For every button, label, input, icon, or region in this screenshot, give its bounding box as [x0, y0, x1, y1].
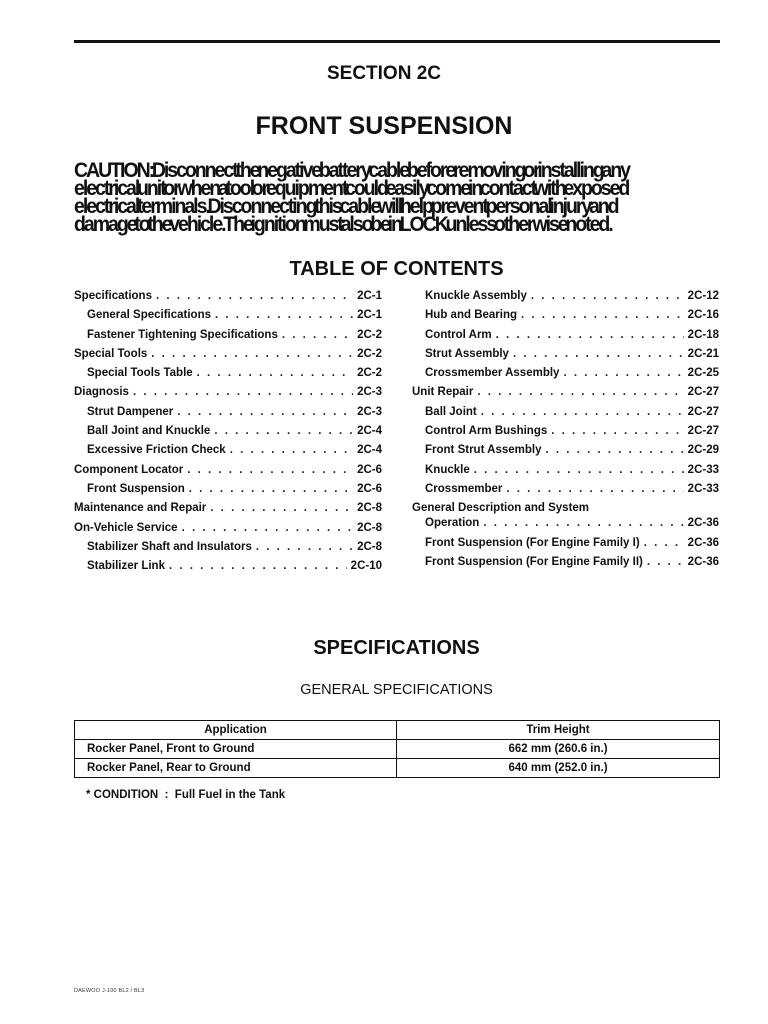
toc-entry-page: 2C-36 — [687, 536, 719, 549]
toc-entry — [412, 406, 719, 425]
toc-entry — [412, 386, 719, 405]
toc-entry — [412, 537, 719, 556]
toc-entry-label: Special Tools — [74, 347, 148, 360]
toc-entry-label: Crossmember Assembly — [425, 367, 560, 380]
toc-entry-label: Excessive Friction Check — [87, 444, 226, 457]
toc-entry — [74, 522, 382, 541]
toc-entry-page: 2C-27 — [687, 386, 719, 399]
toc-entry-page: 2C-3 — [357, 386, 382, 399]
condition-note: * CONDITION : Full Fuel in the Tank — [86, 789, 286, 801]
toc-entry-page: 2C-33 — [687, 482, 719, 495]
toc-entry-page: 2C-8 — [357, 521, 382, 534]
toc-entry — [412, 290, 719, 309]
toc-entry-page: 2C-2 — [357, 367, 382, 380]
toc-entry — [74, 348, 382, 367]
table-cell: Rocker Panel, Rear to Ground — [75, 759, 397, 778]
toc-entry-page: 2C-1 — [357, 290, 382, 302]
toc-entry-page: 2C-8 — [357, 540, 382, 553]
toc-leader-dots — [496, 329, 684, 341]
table-row — [75, 759, 720, 778]
toc-leader-dots — [531, 290, 684, 302]
toc-entry-label: Stabilizer Shaft and Insulators — [87, 540, 252, 553]
toc-entry-page: 2C-18 — [687, 328, 719, 341]
toc-leader-dots — [156, 290, 353, 302]
toc-entry-page: 2C-16 — [687, 309, 719, 322]
toc-entry-label: Crossmember — [425, 482, 503, 495]
footer-code: DAEWOO J-100 BL2 / BL3 — [74, 988, 145, 994]
toc-leader-dots — [282, 329, 353, 341]
toc-leader-dots — [197, 367, 353, 379]
toc-entry — [412, 556, 719, 575]
toc-right-column — [412, 290, 719, 575]
toc-entry-page: 2C-33 — [687, 463, 719, 476]
toc-leader-dots — [189, 483, 353, 495]
toc-entry-page: 2C-3 — [357, 405, 382, 418]
toc-entry — [412, 502, 719, 517]
toc-entry-label: Front Strut Assembly — [425, 444, 542, 457]
toc-leader-dots — [169, 560, 347, 572]
table-header-row — [75, 721, 720, 740]
toc-leader-dots — [256, 541, 353, 553]
toc-entry-page: 2C-8 — [357, 502, 382, 515]
toc-entry-label: Knuckle Assembly — [425, 290, 527, 302]
specifications-heading: SPECIFICATIONS — [313, 637, 480, 659]
toc-leader-dots — [230, 444, 353, 456]
toc-leader-dots — [215, 309, 353, 321]
toc-entry-label: Component Locator — [74, 463, 184, 476]
toc-entry-label: General Specifications — [87, 309, 211, 322]
toc-entry-label: Ball Joint and Knuckle — [87, 425, 211, 438]
toc-title: TABLE OF CONTENTS — [289, 258, 504, 280]
page-title: FRONT SUSPENSION — [255, 112, 513, 140]
toc-entry — [412, 425, 719, 444]
toc-entry-page: 2C-1 — [357, 309, 382, 322]
toc-entry-page: 2C-27 — [687, 425, 719, 438]
toc-entry — [74, 386, 382, 405]
toc-entry-label: Maintenance and Repair — [74, 502, 207, 515]
toc-entry-label: Fastener Tightening Specifications — [87, 328, 278, 341]
toc-leader-dots — [546, 444, 684, 456]
toc-entry — [412, 367, 719, 386]
toc-leader-dots — [477, 386, 683, 398]
toc-entry — [74, 367, 382, 386]
toc-entry-label: Front Suspension (For Engine Family II) — [425, 555, 643, 568]
toc-leader-dots — [214, 425, 353, 437]
toc-entry-label: Diagnosis — [74, 386, 129, 399]
toc-entry-label: Unit Repair — [412, 386, 474, 399]
toc-entry-page: 2C-2 — [357, 347, 382, 360]
toc-leader-dots — [481, 406, 684, 418]
toc-entry — [412, 348, 719, 367]
toc-leader-dots — [151, 348, 353, 360]
toc-entry-page: 2C-10 — [350, 560, 382, 573]
toc-entry-page: 2C-6 — [357, 463, 382, 476]
toc-entry-label: On-Vehicle Service — [74, 521, 178, 534]
toc-entry — [74, 502, 382, 521]
toc-entry-page: 2C-25 — [687, 367, 719, 380]
toc-entry — [74, 560, 382, 579]
toc-entry-label: Knuckle — [425, 463, 470, 476]
toc-leader-dots — [182, 522, 354, 534]
toc-entry — [74, 541, 382, 560]
toc-entry-label: Front Suspension (For Engine Family I) — [425, 536, 640, 549]
table-cell: 662 mm (260.6 in.) — [397, 740, 720, 759]
toc-entry — [412, 329, 719, 348]
toc-leader-dots — [647, 556, 684, 568]
toc-entry-label: Specifications — [74, 290, 152, 302]
table-cell: Rocker Panel, Front to Ground — [75, 740, 397, 759]
toc-entry-page: 2C-36 — [687, 517, 719, 530]
general-specifications-table — [74, 720, 720, 778]
toc-entry-label: Control Arm Bushings — [425, 425, 548, 438]
toc-entry — [412, 464, 719, 483]
toc-entry-label: Hub and Bearing — [425, 309, 518, 322]
toc-entry-page: 2C-12 — [687, 290, 719, 302]
toc-leader-dots — [521, 309, 684, 321]
toc-leader-dots — [187, 464, 353, 476]
toc-entry-page: 2C-4 — [357, 425, 382, 438]
toc-entry-page: 2C-36 — [687, 555, 719, 568]
toc-entry-label: Strut Assembly — [425, 347, 509, 360]
top-rule — [74, 40, 720, 43]
toc-entry — [74, 290, 382, 309]
toc-entry-page: 2C-29 — [687, 444, 719, 457]
toc-entry-label: Strut Dampener — [87, 405, 174, 418]
toc-entry — [74, 329, 382, 348]
toc-entry — [412, 517, 719, 536]
toc-entry — [74, 444, 382, 463]
toc-entry — [412, 483, 719, 502]
toc-entry-label: Ball Joint — [425, 405, 477, 418]
toc-entry-page: 2C-27 — [687, 405, 719, 418]
toc-entry-label: Special Tools Table — [87, 367, 193, 380]
toc-entry — [412, 309, 719, 328]
toc-entry — [74, 425, 382, 444]
toc-entry-page: 2C-4 — [357, 444, 382, 457]
toc-left-column — [74, 290, 382, 579]
table-cell: 640 mm (252.0 in.) — [397, 759, 720, 778]
toc-entry-page: 2C-2 — [357, 328, 382, 341]
toc-entry-label: Stabilizer Link — [87, 560, 165, 573]
toc-leader-dots — [563, 367, 683, 379]
toc-leader-dots — [210, 502, 353, 514]
toc-leader-dots — [483, 517, 683, 529]
toc-leader-dots — [474, 464, 684, 476]
toc-leader-dots — [551, 425, 683, 437]
toc-entry — [412, 444, 719, 463]
toc-entry-label: Operation — [425, 517, 480, 530]
section-label: SECTION 2C — [326, 63, 442, 84]
toc-leader-dots — [177, 406, 353, 418]
toc-entry — [74, 406, 382, 425]
column-header: Trim Height — [397, 721, 720, 740]
table-row — [75, 740, 720, 759]
toc-entry-label: Front Suspension — [87, 482, 185, 495]
toc-leader-dots — [506, 483, 683, 495]
toc-entry-label: General Description and System — [412, 502, 590, 515]
toc-entry — [74, 309, 382, 328]
toc-entry — [74, 483, 382, 502]
toc-leader-dots — [513, 348, 684, 360]
toc-leader-dots — [133, 386, 353, 398]
toc-entry-label: Control Arm — [425, 328, 492, 341]
toc-entry — [74, 464, 382, 483]
caution-notice: CAUTION: Disconnect the negative battery cable before removing or installing any electrical unit or when a tool or equipment could easily come in contact with exposed electrical terminals. Disconnecting this cable will help prevent personal injury and damage to the vehicle. The ignition must also be in LOCK unless otherwise noted. — [74, 159, 629, 236]
toc-entry-page: 2C-21 — [687, 347, 719, 360]
toc-entry-page: 2C-6 — [357, 482, 382, 495]
toc-leader-dots — [644, 537, 684, 549]
general-specifications-heading: GENERAL SPECIFICATIONS — [300, 682, 493, 698]
column-header: Application — [75, 721, 397, 740]
